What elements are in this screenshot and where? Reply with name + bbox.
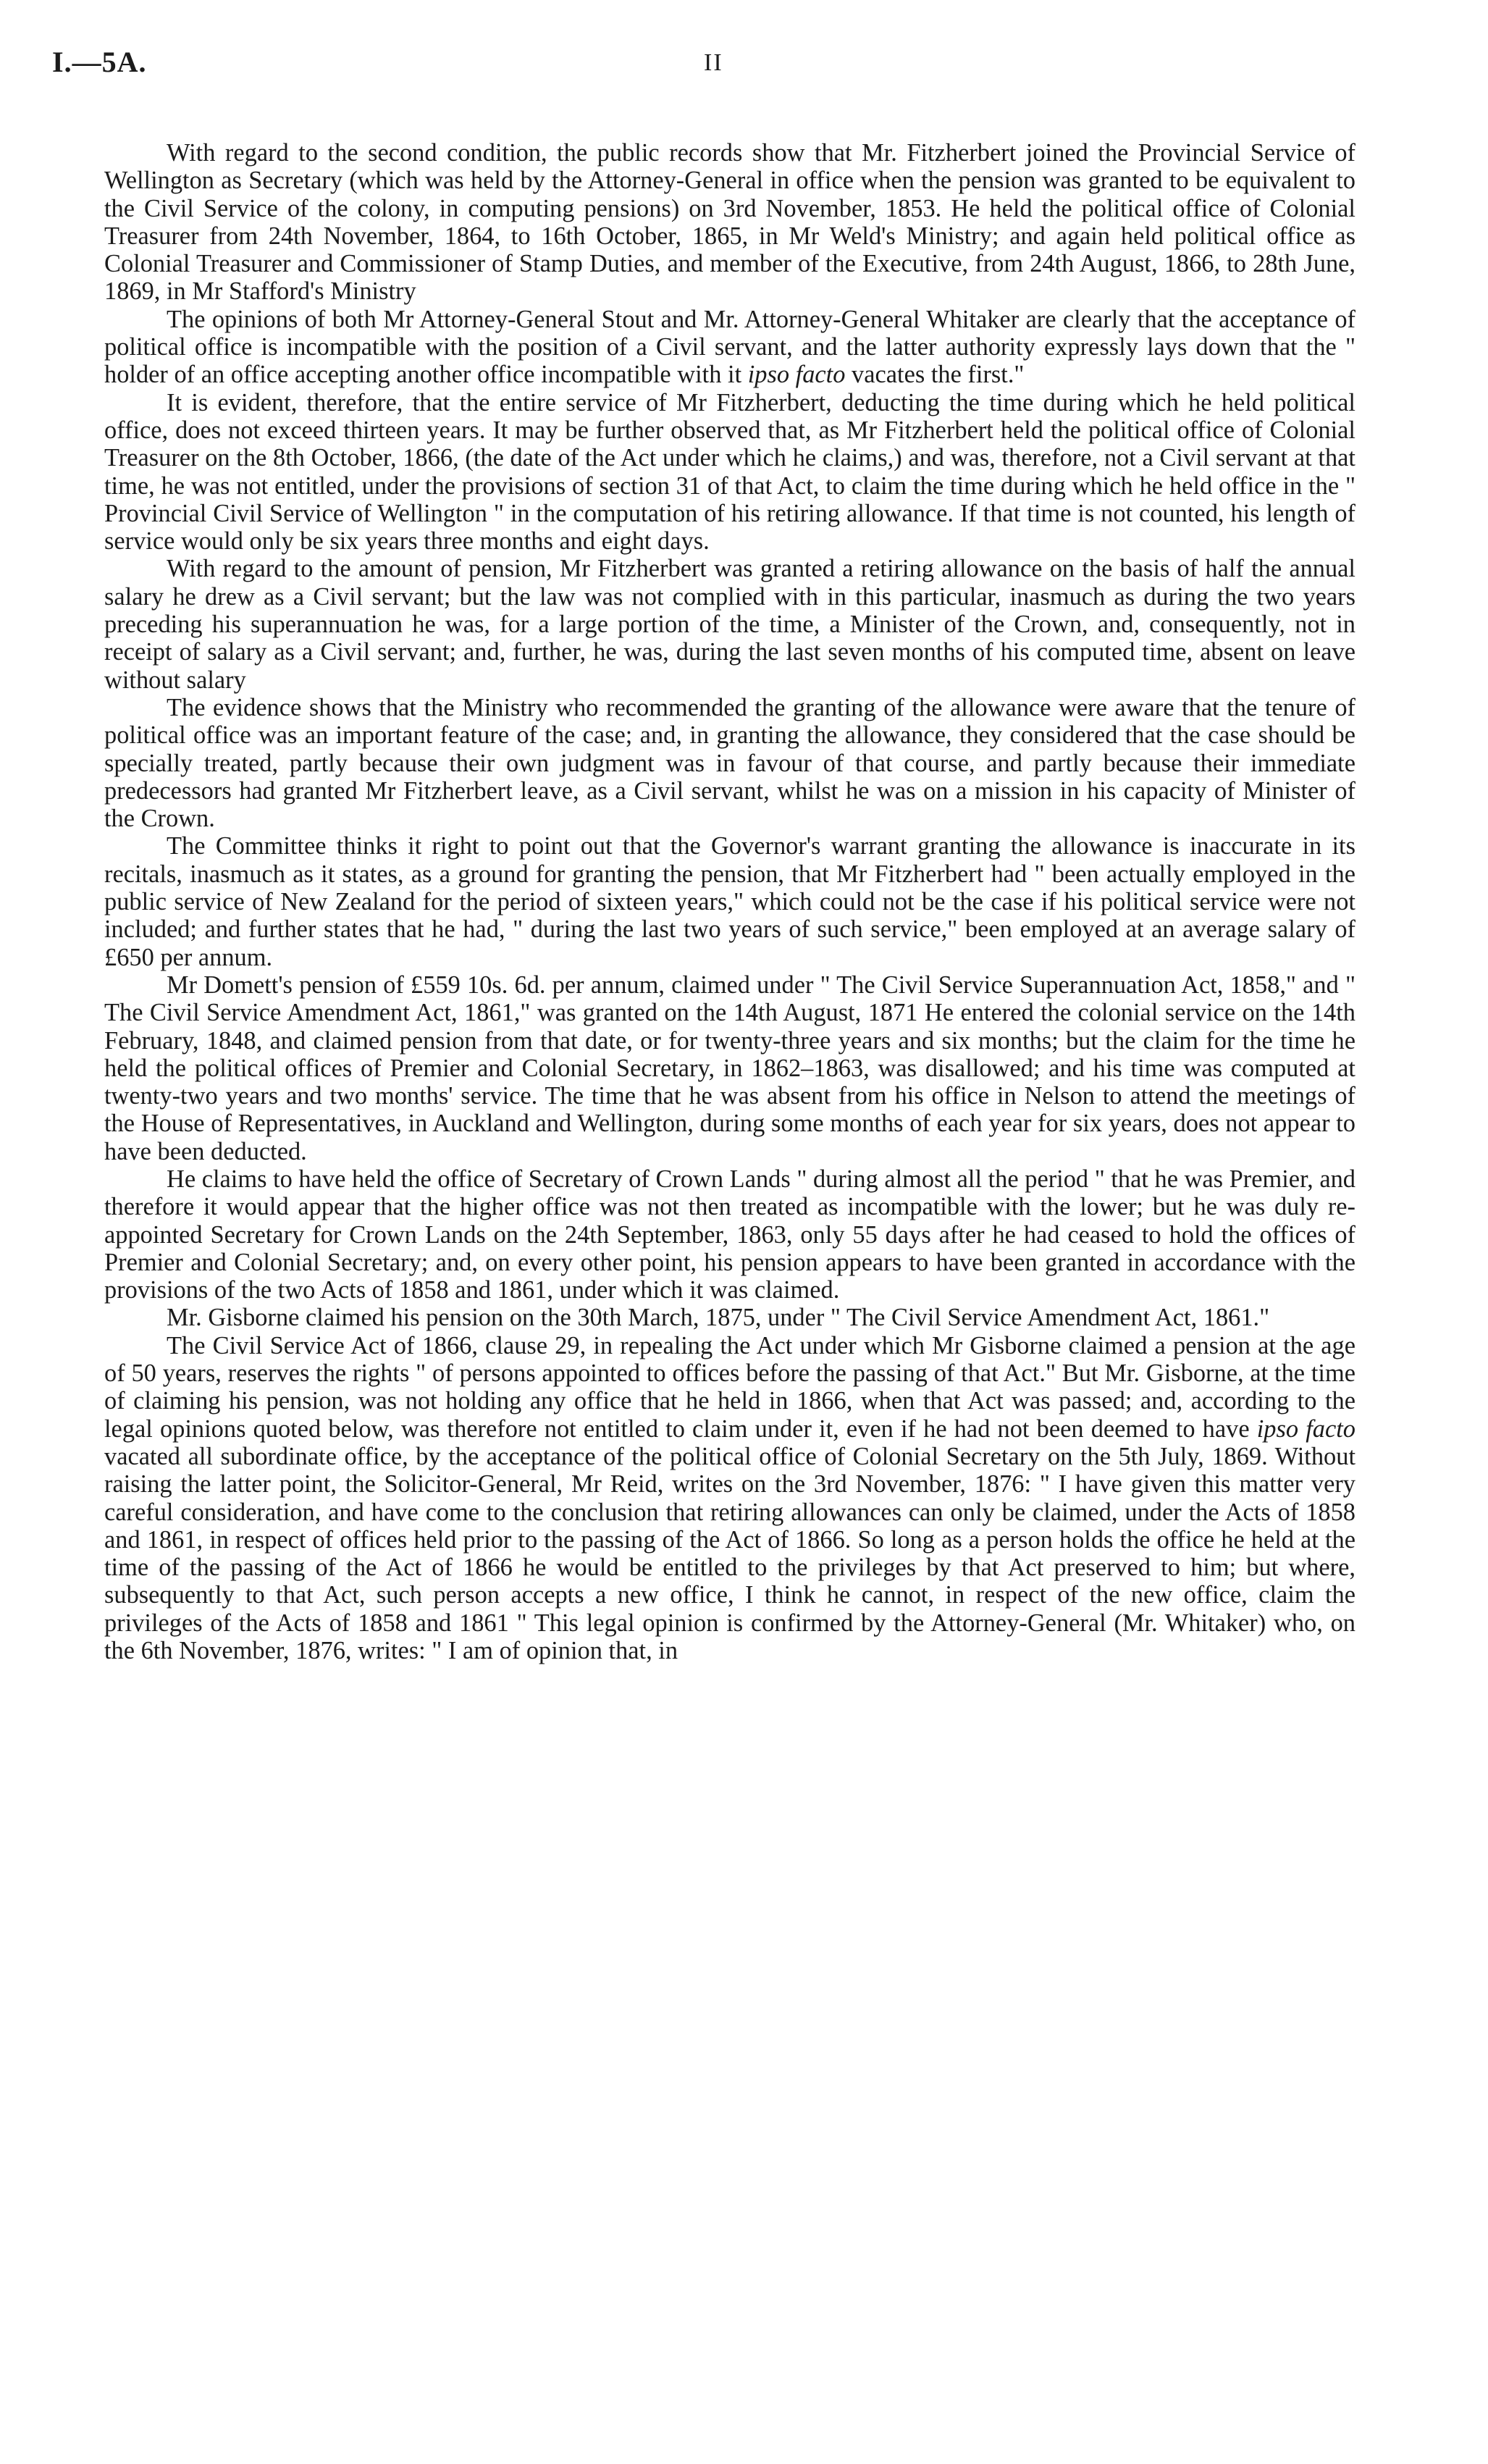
paragraph: With regard to the second condition, the public records show that Mr. Fitzherbert joined the Provincial Service of Wellington as Secretary (which was held by the Attorney-General in office when the pension was granted to be equivalent to the Civil Service of the colony, in computing pensions) on 3rd November, 1853. He held the political office of Colonial Treasurer from 24th November, 1864, to 16th October, 1865, in Mr Weld's Ministry; and again held political office as Colonial Treasurer and Commissioner of Stamp Duties, and member of the Executive, from 24th August, 1866, to 28th June, 1869, in Mr Stafford's Ministry	[104, 139, 1355, 306]
paragraph: The Civil Service Act of 1866, clause 29, in repealing the Act under which Mr Gisborne claimed a pension at the age of 50 years, reserves the rights " of persons appointed to offices before the passing of that Act." But Mr. Gisborne, at the time of claiming his pension, was not holding any office that he held in 1866, when that Act was passed; and, according to the legal opinions quoted below, was therefore not entitled to claim under it, even if he had not been deemed to have ipso facto vacated all subordinate office, by the acceptance of the political office of Colonial Secretary on the 5th July, 1869. Without raising the latter point, the Solicitor-General, Mr Reid, writes on the 3rd November, 1876: " I have given this matter very careful consideration, and have come to the conclusion that retiring allowances can only be claimed, under the Acts of 1858 and 1861, in respect of offices held prior to the passing of the Act of 1866. So long as a person holds the office he held at the time of the passing of the Act of 1866 he would be entitled to the privileges by that Act preserved to him; but where, subsequently to that Act, such person accepts a new office, I think he cannot, in respect of the new office, claim the privileges of the Acts of 1858 and 1861 " This legal opinion is confirmed by the Attorney-General (Mr. Whitaker) who, on the 6th November, 1876, writes: " I am of opinion that, in	[104, 1331, 1355, 1665]
paragraph: Mr. Gisborne claimed his pension on the 30th March, 1875, under " The Civil Service Amendment Act, 1861."	[167, 1304, 1270, 1332]
paragraph: He claims to have held the office of Secretary of Crown Lands " during almost all the period " that he was Premier, and therefore it would appear that the higher office was not then treated as incompatible with the lower; but he was duly re-appointed Secretary for Crown Lands on the 24th September, 1863, only 55 days after he had ceased to hold the offices of Premier and Colonial Secretary; and, on every other point, his pension appears to have been granted in accordance with the provisions of the two Acts of 1858 and 1861, under which it was claimed.	[104, 1165, 1355, 1304]
paragraph: The evidence shows that the Ministry who recommended the granting of the allowance were aware that the tenure of political office was an important feature of the case; and, in granting the allowance, they considered that the case should be specially treated, partly because their own judgment was in favour of that course, and partly because their immediate predecessors had granted Mr Fitzherbert leave, as a Civil servant, whilst he was on a mission in his capacity of Minister of the Crown.	[104, 693, 1355, 833]
paragraph: The opinions of both Mr Attorney-General Stout and Mr. Attorney-General Whitaker are clearly that the acceptance of political office is incompatible with the position of a Civil servant, and the latter authority expressly lays down that the " holder of an office accepting another office incompatible with it ipso facto vacates the first."	[104, 305, 1355, 389]
paragraph: The Committee thinks it right to point out that the Governor's warrant granting the allowance is inaccurate in its recitals, inasmuch as it states, as a ground for granting the pension, that Mr Fitzherbert had " been actually employed in the public service of New Zealand for the period of sixteen years," which could not be the case if his political service were not included; and further states that he had, " during the last two years of such service," been employed at an average salary of £650 per annum.	[104, 832, 1355, 971]
page-number: II	[704, 49, 723, 76]
paragraph: Mr Domett's pension of £559 10s. 6d. per annum, claimed under " The Civil Service Superannuation Act, 1858," and " The Civil Service Amendment Act, 1861," was granted on the 14th August, 1871 He entered the colonial service on the 14th February, 1848, and claimed pension from that date, or for twenty-three years and six months; but the claim for the time he held the political offices of Premier and Colonial Secretary, in 1862–1863, was disallowed; and his time was computed at twenty-two years and two months' service. The time that he was absent from his office in Nelson to attend the meetings of the House of Representatives, in Auckland and Wellington, during some months of each year for six years, does not appear to have been deducted.	[104, 971, 1355, 1165]
page-header	[52, 45, 1436, 88]
document-reference: I.—5A.	[52, 46, 147, 78]
paragraph: It is evident, therefore, that the entire service of Mr Fitzherbert, deducting the time during which he held political office, does not exceed thirteen years. It may be further observed that, as Mr Fitzherbert held the political office of Colonial Treasurer on the 8th October, 1866, (the date of the Act under which he claims,) and was, therefore, not a Civil servant at that time, he was not entitled, under the provisions of section 31 of that Act, to claim the time during which he held office in the " Provincial Civil Service of Wellington " in the computation of his retiring allowance. If that time is not counted, his length of service would only be six years three months and eight days.	[104, 388, 1355, 556]
body-text	[104, 139, 1355, 1664]
paragraph: With regard to the amount of pension, Mr Fitzherbert was granted a retiring allowance on the basis of half the annual salary he drew as a Civil servant; but the law was not complied with in this particular, inasmuch as during the two years preceding his superannuation he was, for a large portion of the time, a Minister of the Crown, and, consequently, not in receipt of salary as a Civil servant; and, further, he was, during the last seven months of his computed time, absent on leave without salary	[104, 555, 1355, 694]
